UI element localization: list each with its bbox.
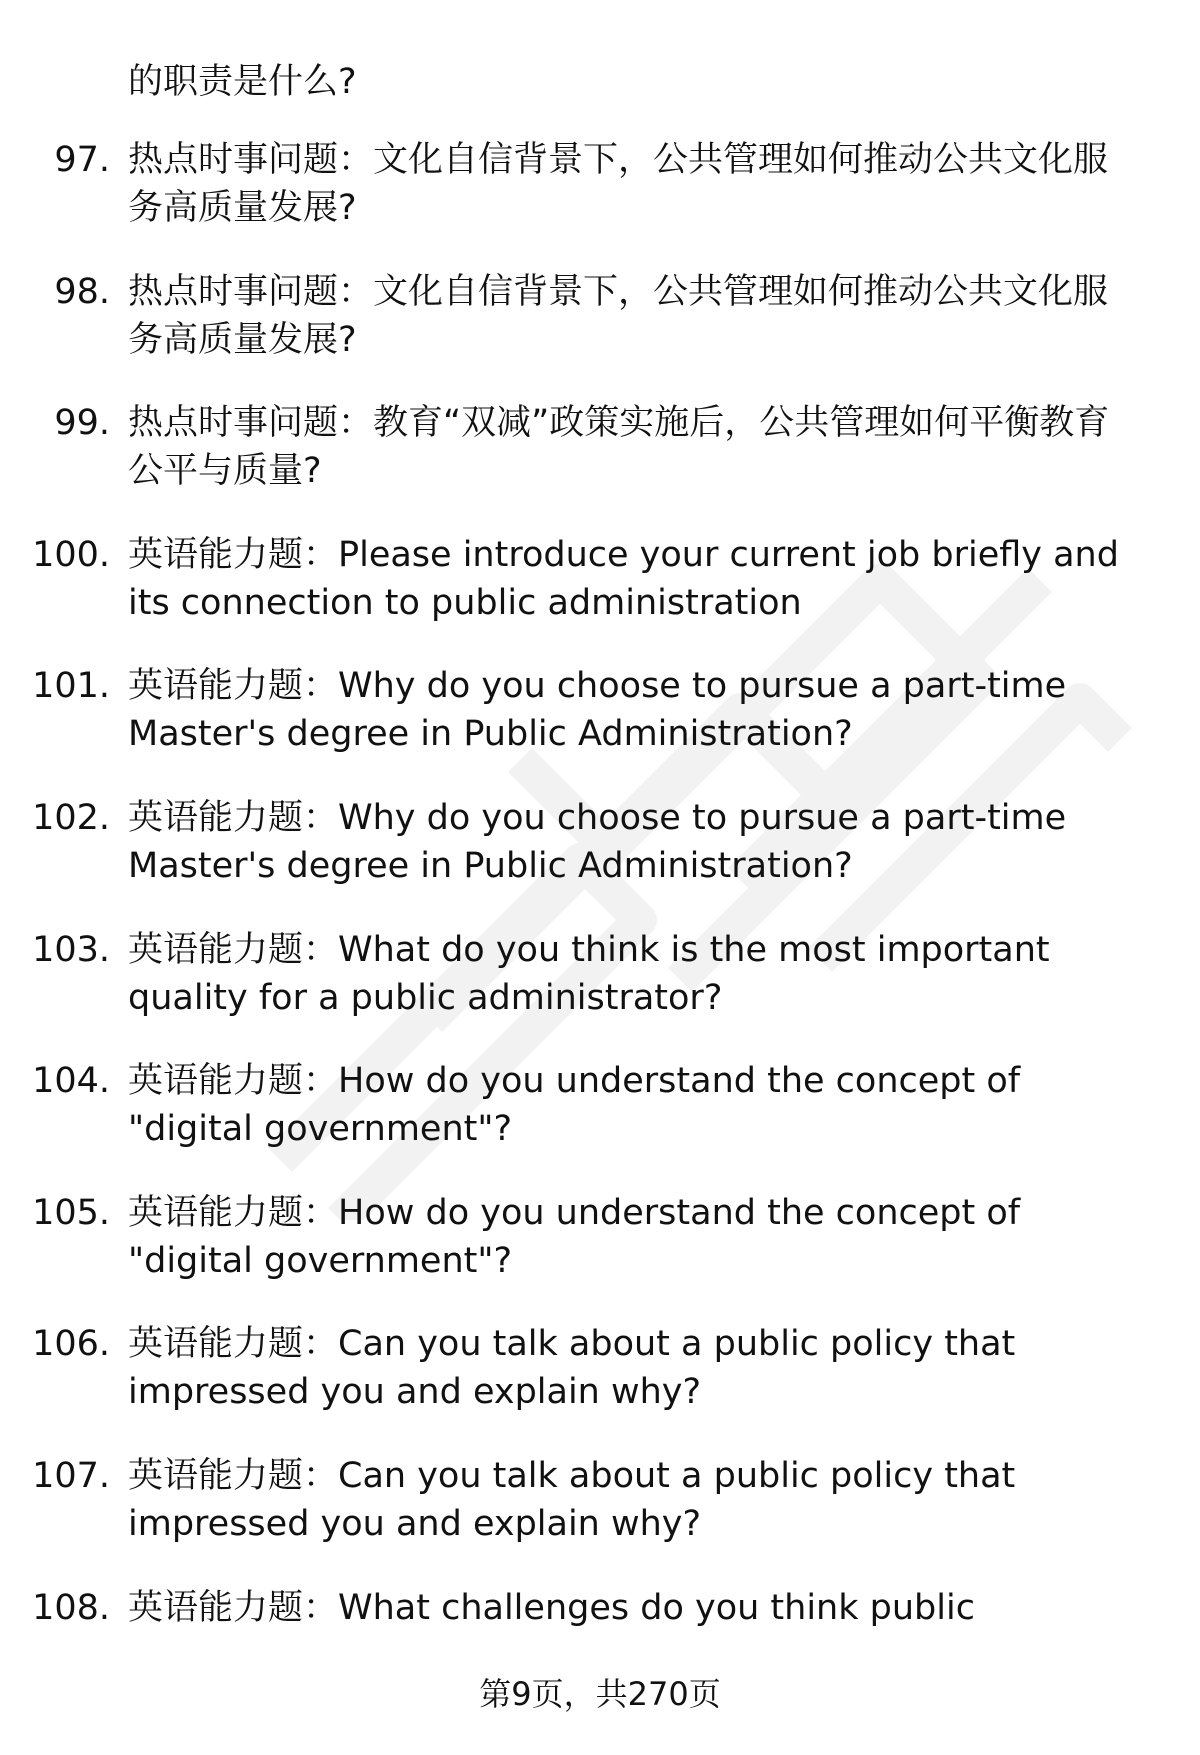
question-list — [0, 136, 1200, 1715]
list-item — [0, 531, 1200, 663]
question-text: 英语能力题：How do you understand the concept of "digital government"? — [128, 1061, 1021, 1150]
question-number: 105. — [32, 1192, 110, 1233]
question-text: 英语能力题：Why do you choose to pursue a part-time Master's degree in Public Administration? — [128, 797, 1067, 886]
list-item — [0, 399, 1200, 531]
question-number: 102. — [32, 797, 110, 838]
question-number: 97. — [54, 140, 110, 180]
list-item — [0, 1189, 1200, 1321]
list-item — [0, 268, 1200, 400]
question-text: 热点时事问题：文化自信背景下，公共管理如何推动公共文化服务高质量发展? — [128, 271, 1109, 360]
question-text: 热点时事问题：文化自信背景下，公共管理如何推动公共文化服务高质量发展? — [128, 140, 1109, 228]
question-number: 104. — [32, 1061, 110, 1102]
list-item — [0, 662, 1200, 794]
question-text: 英语能力题：Please introduce your current job briefly and its connection to public administration — [128, 534, 1119, 623]
list-item — [0, 136, 1200, 268]
question-number: 100. — [32, 534, 110, 575]
list-item — [0, 926, 1200, 1058]
question-number: 98. — [54, 271, 110, 312]
list-item — [0, 1320, 1200, 1452]
question-text: 英语能力题：What do you think is the most important quality for a public administrator? — [128, 929, 1050, 1018]
question-text: 英语能力题：Can you talk about a public policy that impressed you and explain why? — [128, 1455, 1016, 1544]
question-number: 106. — [32, 1324, 110, 1365]
list-item — [0, 1452, 1200, 1584]
question-number: 108. — [32, 1587, 110, 1628]
question-number: 107. — [32, 1455, 110, 1496]
question-text: 英语能力题：Why do you choose to pursue a part-time Master's degree in Public Administration? — [128, 666, 1067, 755]
question-number: 103. — [32, 929, 110, 970]
continuation-text: 的职责是什么? — [128, 62, 357, 102]
question-number: 99. — [54, 403, 110, 444]
question-text: 英语能力题：How do you understand the concept of "digital government"? — [128, 1192, 1021, 1281]
question-number: 101. — [32, 666, 110, 707]
page-number-footer: 第9页，共270页 — [479, 1675, 721, 1713]
question-text: 英语能力题：What challenges do you think public — [128, 1587, 975, 1628]
question-text: 英语能力题：Can you talk about a public policy that impressed you and explain why? — [128, 1324, 1016, 1413]
list-item — [0, 794, 1200, 926]
list-item — [0, 1057, 1200, 1189]
question-text: 热点时事问题：教育“双减”政策实施后，公共管理如何平衡教育公平与质量? — [128, 403, 1110, 492]
